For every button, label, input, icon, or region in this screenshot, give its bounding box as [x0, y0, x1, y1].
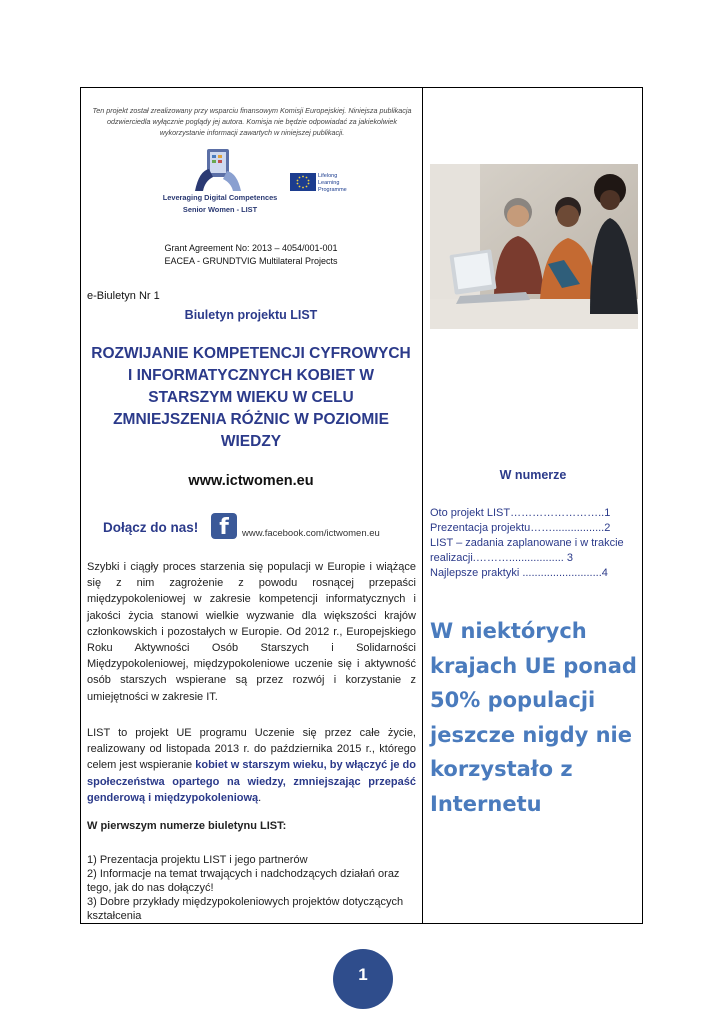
- eu-disclaimer: Ten projekt został zrealizowany przy wsparciu finansowym Komisji Europejskiej. Niniejsza publikacja odzwierciedla wyłącznie poglądy jej autora. Komisja nie będzie odpowiadać za jakiekolwiek wykorzystanie informacji zawartych w niniejszej publikacji.: [92, 106, 412, 137]
- table-of-contents: [430, 506, 640, 581]
- toc-item[interactable]: LIST – zadania zaplanowane i w trakcie realizacji.……….................. 3: [430, 537, 624, 564]
- eu-lifelong-learning-logo: [290, 173, 352, 193]
- list-item: 3) Dobre przykłady międzypokoleniowych projektów dotyczących kształcenia: [87, 896, 404, 922]
- intro-paragraph: Szybki i ciągły proces starzenia się populacji w Europie i wiążące się z nim zagrożenie z powodu rosnącej przepaści międzypokoleniowej w zakresie kompetencji informatycznych i jakości życia stanowi wielkie wyzwanie dla większości krajów członkowskich i pozostałych w Europie. Od 2012 r., Europejskiego Roku Aktywności Osób Starszych i Solidarności Międzypokoleniowej, międzypokoleniowe uczenie się i aktywność osób starszych wspierane są przez rozwój i korzystanie z umiejętności w zakresie IT.: [87, 561, 416, 703]
- main-title: ROZWIJANIE KOMPETENCJI CYFROWYCH I INFORMATYCZNYCH KOBIET W STARSZYM WIEKU W CELU ZMNIEJSZENIA RÓŻNIC W POZIOMIE WIEDZY: [91, 345, 411, 450]
- senior-women-laptop-photo: [430, 164, 638, 329]
- list-item: 2) Informacje na temat trwających i nadchodzących działań oraz tego, jak do nas dołączyć!: [87, 868, 400, 894]
- toc-heading: W numerze: [499, 468, 567, 482]
- facebook-link[interactable]: www.facebook.com/ictwomen.eu: [242, 528, 380, 539]
- grant-agreement: Grant Agreement No: 2013 – 4054/001-001: [164, 243, 338, 253]
- website-link[interactable]: www.ictwomen.eu: [188, 473, 314, 489]
- photo-illustration: [430, 164, 638, 329]
- logo-caption-line1: Leveraging Digital Competences: [162, 193, 278, 202]
- toc-item[interactable]: Prezentacja projektu…….................2: [430, 522, 611, 534]
- first-issue-heading: W pierwszym numerze biuletynu LIST:: [87, 820, 287, 832]
- toc-item[interactable]: Oto projekt LIST……………………..1: [430, 507, 611, 519]
- bulletin-title: Biuletyn projektu LIST: [184, 308, 318, 322]
- eu-flag-icon: [290, 173, 316, 191]
- tablet-hands-icon: [155, 147, 285, 193]
- list-project-logo: [155, 147, 285, 219]
- facebook-icon[interactable]: f: [211, 513, 237, 539]
- page-number-badge: 1: [333, 949, 393, 1009]
- first-issue-list: [87, 853, 416, 923]
- grant-programme: EACEA - GRUNDTVIG Multilateral Projects: [164, 256, 338, 266]
- issue-label: e-Biuletyn Nr 1: [87, 290, 160, 302]
- grant-info: [80, 242, 422, 268]
- left-column: [80, 87, 422, 924]
- eu-programme-text: Lifelong Learning Programme: [318, 173, 347, 193]
- logo-caption-line2: Senior Women - LIST: [182, 205, 258, 214]
- list-item: 1) Prezentacja projektu LIST i jego partnerów: [87, 854, 308, 866]
- pull-quote: W niektórych krajach UE ponad 50% populacji jeszcze nigdy nie korzystało z Internetu: [430, 619, 637, 816]
- join-us-label: Dołącz do nas!: [103, 520, 199, 535]
- toc-item[interactable]: Najlepsze praktyki ..........................4: [430, 567, 608, 579]
- project-paragraph: LIST to projekt UE programu Uczenie się przez całe życie, realizowany od listopada 2013 r. do października 2015 r., którego celem jest wspieranie kobiet w starszym wieku, by włączyć je do społeczeństwa opartego na wiedzy, zmniejszając przepaść genderową i międzypokoleniową.: [87, 727, 416, 804]
- right-column: [423, 87, 643, 924]
- project-goal-highlight: kobiet w starszym wieku, by włączyć je do społeczeństwa opartego na wiedzy, zmniejszając przepaść genderową i międzypokoleniową: [87, 759, 416, 804]
